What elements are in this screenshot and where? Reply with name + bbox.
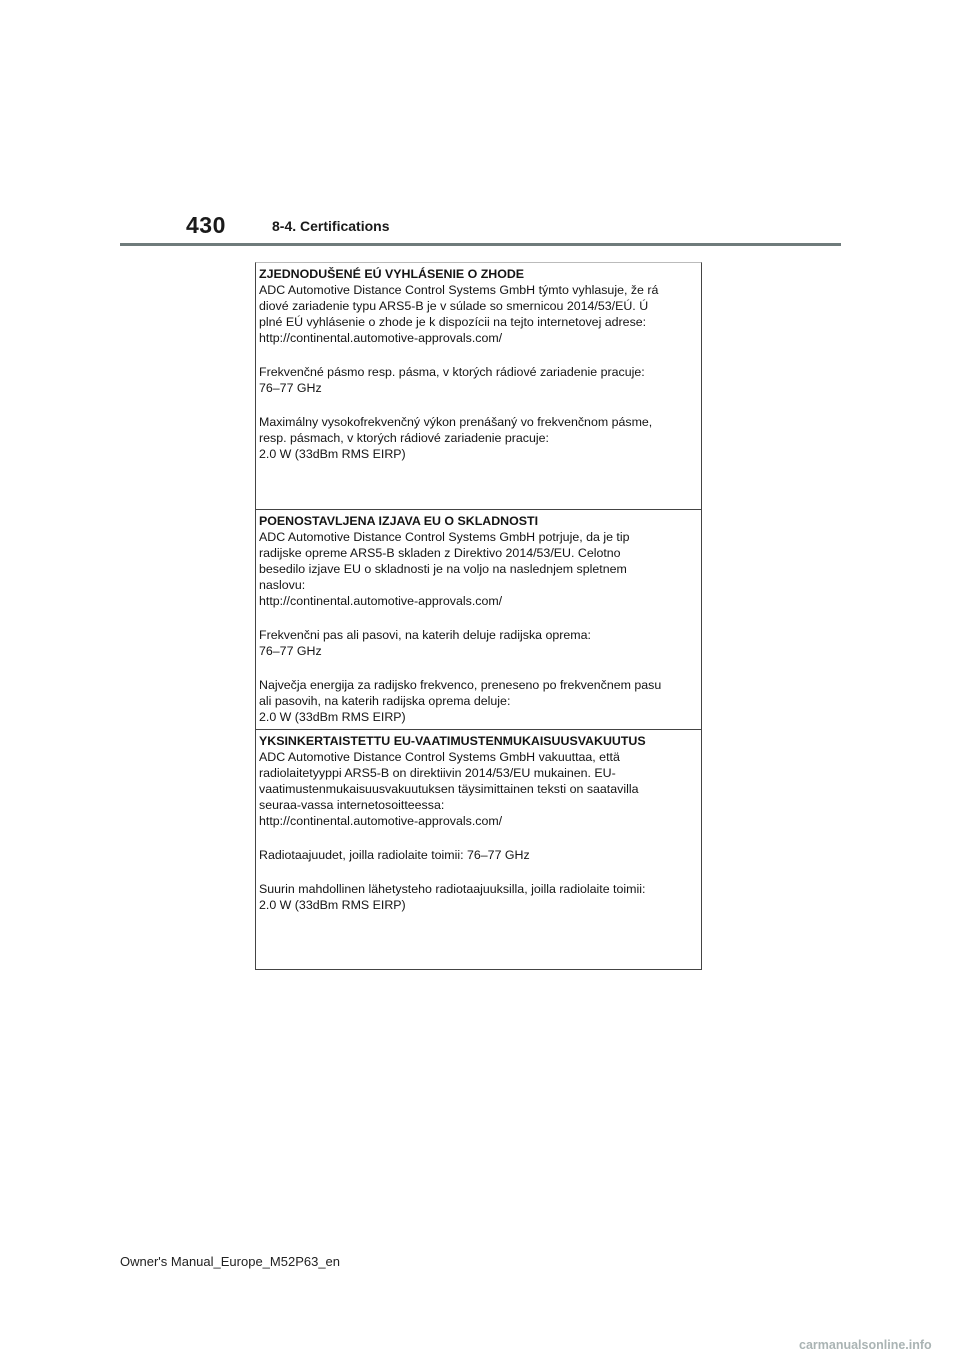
cert-section-slovak [256, 263, 701, 510]
certification-box [255, 262, 702, 970]
cert-text-line: resp. pásmach, v ktorých rádiové zariadenie pracuje: [259, 431, 549, 445]
cert-text-line: naslovu: [259, 578, 306, 592]
cert-heading: ZJEDNODUŠENÉ EÚ VYHLÁSENIE O ZHODE [259, 267, 525, 281]
cert-text-line: radiolaitetyyppi ARS5-B on direktiivin 2014/53/EU mukainen. EU- [259, 766, 616, 780]
cert-frequency: 76–77 GHz [259, 381, 322, 395]
cert-text-line: ADC Automotive Distance Control Systems GmbH vakuuttaa, että [259, 750, 620, 764]
cert-frequency: 76–77 GHz [259, 644, 322, 658]
cert-text-line: ali pasovih, na katerih radijska oprema deluje: [259, 694, 511, 708]
cert-url: http://continental.automotive-approvals.com/ [259, 594, 503, 608]
cert-section-slovenian [256, 510, 701, 730]
cert-text-line: radijske opreme ARS5-B skladen z Direktivo 2014/53/EU. Celotno [259, 546, 621, 560]
cert-frequency: Radiotaajuudet, joilla radiolaite toimii: 76–77 GHz [259, 848, 530, 862]
section-title: 8-4. Certifications [272, 218, 390, 234]
cert-text-line: plné EÚ vyhlásenie o zhode je k dispozícii na tejto internetovej adrese: [259, 315, 647, 329]
cert-url: http://continental.automotive-approvals.com/ [259, 331, 503, 345]
cert-heading: POENOSTAVLJENA IZJAVA EU O SKLADNOSTI [259, 514, 539, 528]
cert-text-line: seuraa-vassa internetosoitteessa: [259, 798, 445, 812]
footer-manual-id: Owner's Manual_Europe_M52P63_en [120, 1254, 341, 1269]
watermark: carmanualsonline.info [799, 1338, 932, 1352]
page-number: 430 [186, 212, 226, 238]
cert-power: 2.0 W (33dBm RMS EIRP) [259, 898, 406, 912]
cert-power: 2.0 W (33dBm RMS EIRP) [259, 710, 406, 724]
cert-heading: YKSINKERTAISTETTU EU-VAATIMUSTENMUKAISUUSVAKUUTUS [259, 734, 646, 748]
header-rule [120, 243, 841, 246]
cert-text-line: ADC Automotive Distance Control Systems GmbH potrjuje, da je tip [259, 530, 630, 544]
cert-text-line: vaatimustenmukaisuusvakuutuksen täysimittainen teksti on saatavilla [259, 782, 639, 796]
cert-text-line: Frekvenčni pas ali pasovi, na katerih deluje radijska oprema: [259, 628, 591, 642]
cert-text-line: Maximálny vysokofrekvenčný výkon prenášaný vo frekvenčnom pásme, [259, 415, 653, 429]
cert-text-line: besedilo izjave EU o skladnosti je na voljo na naslednjem spletnem [259, 562, 627, 576]
cert-power: 2.0 W (33dBm RMS EIRP) [259, 447, 406, 461]
cert-section-finnish [256, 730, 701, 971]
cert-text-line: Največja energija za radijsko frekvenco, preneseno po frekvenčnem pasu [259, 678, 662, 692]
cert-text-line: Suurin mahdollinen lähetysteho radiotaajuuksilla, joilla radiolaite toimii: [259, 882, 646, 896]
cert-text-line: diové zariadenie typu ARS5-B je v súlade so smernicou 2014/53/EÚ. Ú [259, 299, 649, 313]
cert-text-line: Frekvenčné pásmo resp. pásma, v ktorých rádiové zariadenie pracuje: [259, 365, 645, 379]
cert-url: http://continental.automotive-approvals.com/ [259, 814, 503, 828]
cert-text-line: ADC Automotive Distance Control Systems GmbH týmto vyhlasuje, že rá [259, 283, 659, 297]
